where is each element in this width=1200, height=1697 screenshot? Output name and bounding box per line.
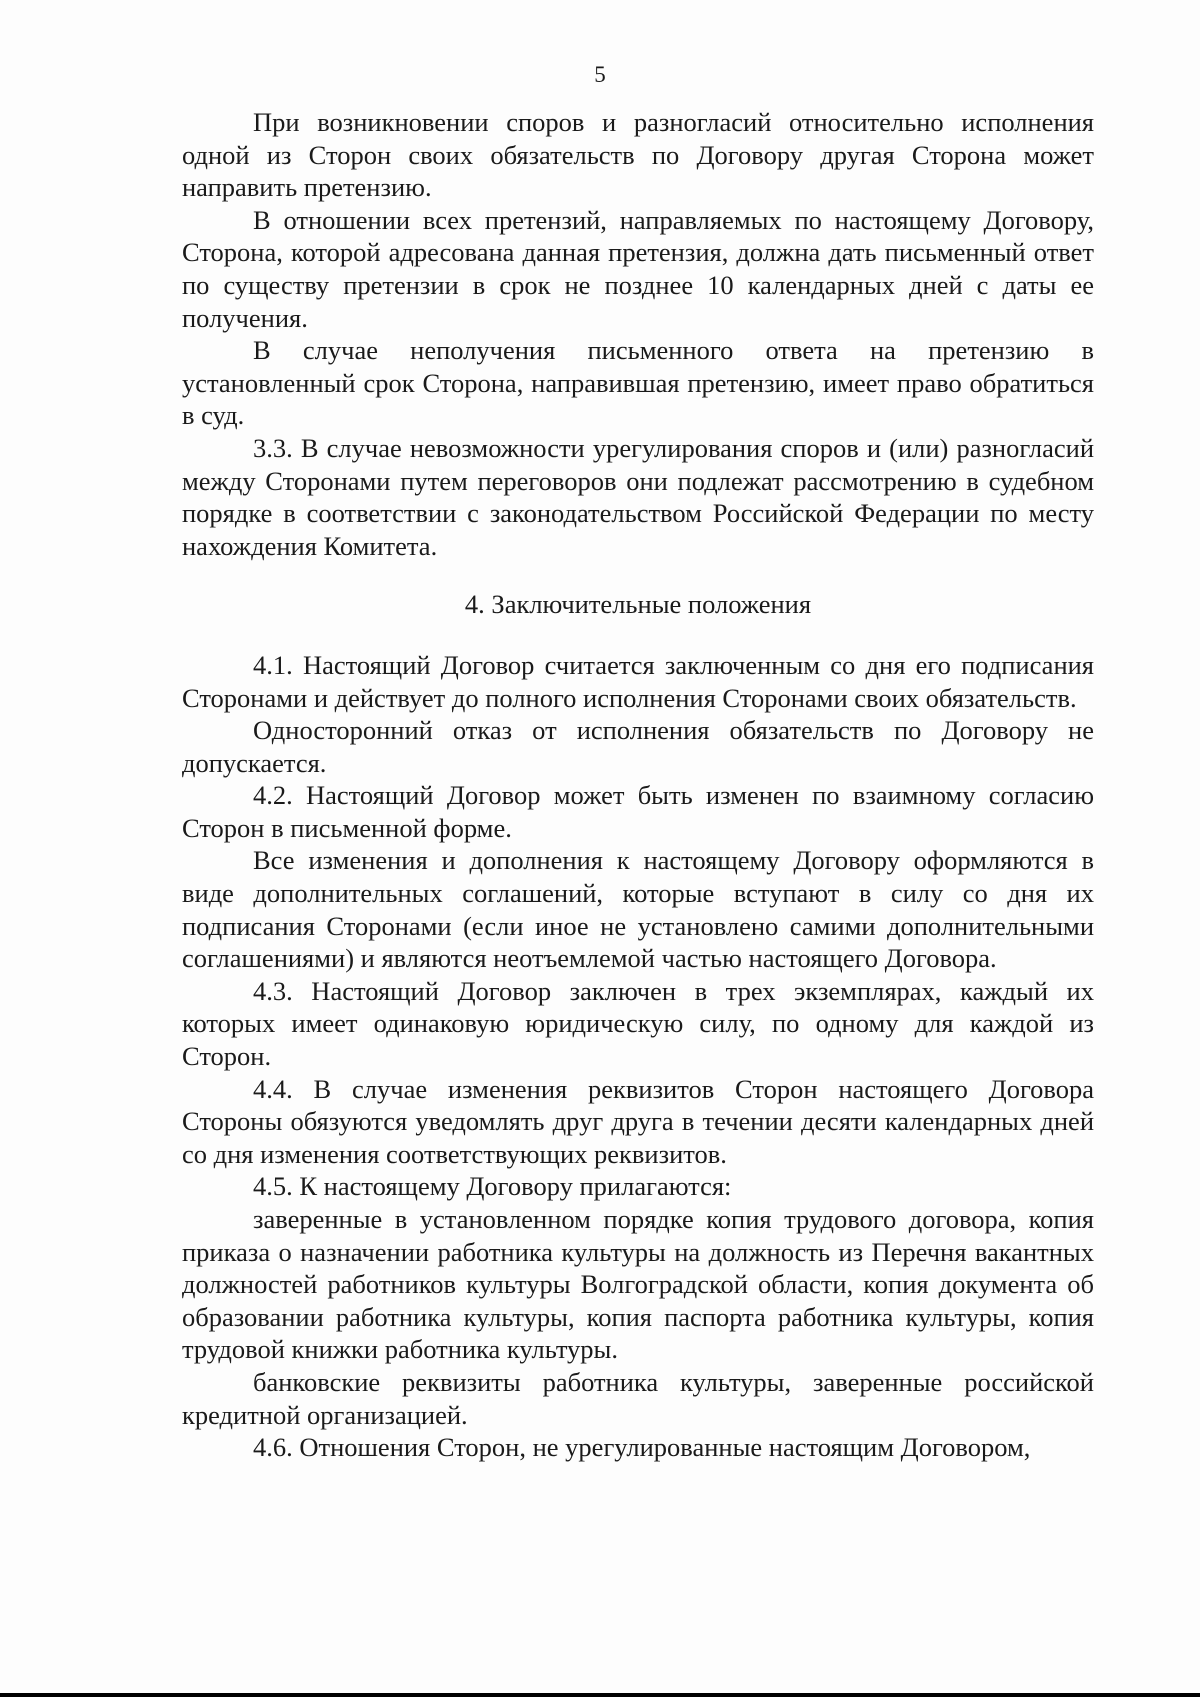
paragraph-claims-intro: При возникновении споров и разногласий относительно исполнения одной из Сторон своих обязательств по Договору другая Сторона может направить претензию.: [182, 107, 1094, 203]
paragraph-4-2: 4.2. Настоящий Договор может быть изменен по взаимному согласию Сторон в письменной форме.: [182, 780, 1094, 843]
paragraph-claims-court: В случае неполучения письменного ответа на претензию в установленный срок Сторона, направившая претензию, имеет право обратиться в суд.: [182, 335, 1094, 431]
paragraph-attachments-bank: банковские реквизиты работника культуры, заверенные российской кредитной организацией.: [182, 1366, 1094, 1430]
paragraph-attachments-copies: заверенные в установленном порядке копия трудового договора, копия приказа о назначении работника культуры на должность из Перечня вакантных должностей работников культуры Волгоградской области, копия документа об образовании работника культуры, копия паспорта работника культуры, копия трудовой книжки работника культуры.: [182, 1204, 1094, 1365]
paragraph-claims-response: В отношении всех претензий, направляемых по настоящему Договору, Сторона, которой адресована данная претензия, должна дать письменный ответ по существу претензии в срок не позднее 10 календарных дней с даты ее получения.: [182, 204, 1094, 333]
document-body: [182, 106, 1094, 1464]
paragraph-3-3: 3.3. В случае невозможности урегулирования споров и (или) разногласий между Сторонами путем переговоров они подлежат рассмотрению в судебном порядке в соответствии с законодательством Российской Федерации по месту нахождения Комитета.: [182, 432, 1094, 561]
paragraph-unilateral-refusal: Односторонний отказ от исполнения обязательств по Договору не допускается.: [182, 715, 1094, 778]
section-heading: 4. Заключительные положения: [464, 589, 812, 620]
page-number: 5: [594, 62, 606, 87]
paragraph-4-6: 4.6. Отношения Сторон, не урегулированные настоящим Договором,: [253, 1432, 1031, 1463]
paragraph-4-1: 4.1. Настоящий Договор считается заключенным со дня его подписания Сторонами и действует до полного исполнения Сторонами своих обязательств.: [182, 649, 1094, 713]
paragraph-4-3: 4.3. Настоящий Договор заключен в трех экземплярах, каждый их которых имеет одинаковую юридическую силу, по одному для каждой из Сторон.: [182, 975, 1094, 1072]
paragraph-amendments: Все изменения и дополнения к настоящему Договору оформляются в виде дополнительных соглашений, которые вступают в силу со дня их подписания Сторонами (если иное не установлено самими дополнительными соглашениями) и являются неотъемлемой частью настоящего Договора.: [182, 845, 1094, 974]
scan-edge-line: [0, 1693, 1200, 1697]
paragraph-4-4: 4.4. В случае изменения реквизитов Сторон настоящего Договора Стороны обязуются уведомлять друг друга в течении десяти календарных дней со дня изменения соответствующих реквизитов.: [182, 1073, 1094, 1169]
paragraph-4-5: 4.5. К настоящему Договору прилагаются:: [253, 1171, 732, 1202]
